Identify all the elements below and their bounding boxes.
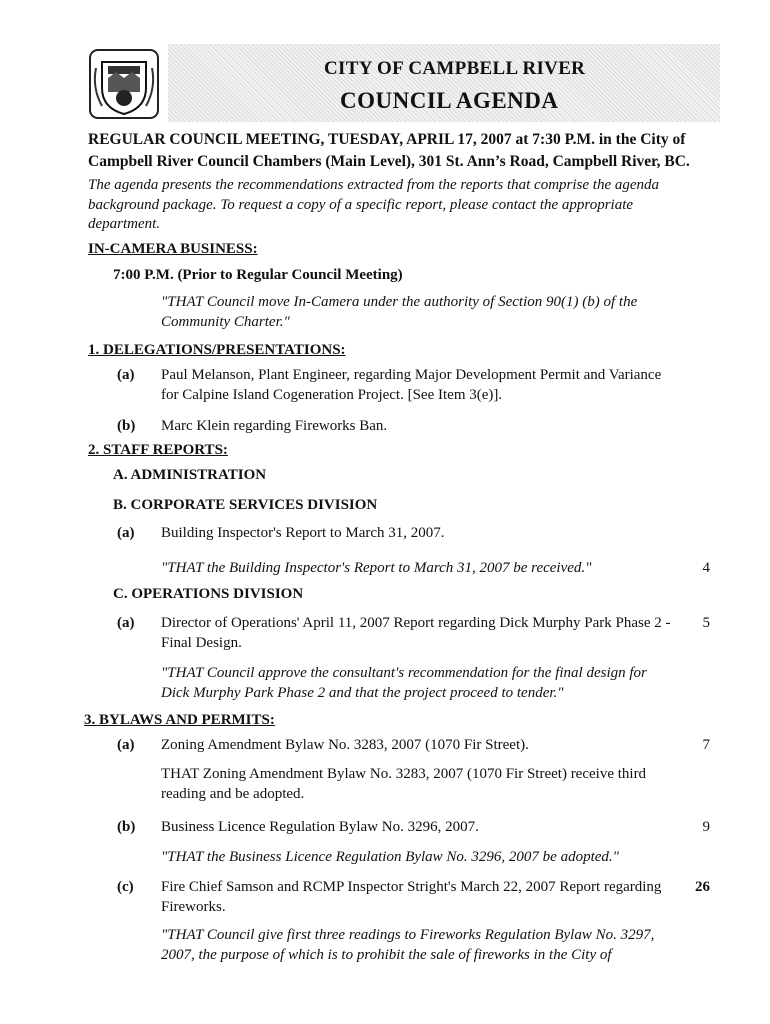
page-number: 5 [702,615,710,631]
item-text: Zoning Amendment Bylaw No. 3283, 2007 (1070 Fir Street). [161,737,529,753]
item-motion: reading and be adopted. [161,786,305,802]
agenda-banner [84,44,720,122]
item-motion: THAT Zoning Amendment Bylaw No. 3283, 2007 (1070 Fir Street) receive third [161,766,647,782]
item-label: (b) [117,819,136,835]
item-text: Business Licence Regulation Bylaw No. 3296, 2007. [161,819,479,835]
subsection-heading: B. CORPORATE SERVICES DIVISION [113,497,378,513]
page-number: 9 [702,819,710,835]
item-motion: Dick Murphy Park Phase 2 and that the project proceed to tender." [161,685,564,701]
item-motion: "THAT Council approve the consultant's recommendation for the final design for [161,665,647,681]
page-title: COUNCIL AGENDA [340,88,559,113]
item-text: for Calpine Island Cogeneration Project. [See Item 3(e)]. [161,387,503,403]
item-motion: "THAT the Building Inspector's Report to March 31, 2007 be received." [161,560,592,576]
subsection-heading: A. ADMINISTRATION [113,467,267,483]
section-2-heading: 2. STAFF REPORTS: [88,442,228,458]
item-label: (a) [117,525,135,541]
page-number: 7 [702,737,710,753]
section-1-heading: 1. DELEGATIONS/PRESENTATIONS: [88,342,346,358]
item-text: Fireworks. [161,899,226,915]
item-text: Building Inspector's Report to March 31, 2007. [161,525,445,541]
section-3-heading: 3. BYLAWS AND PERMITS: [84,712,275,728]
page-number: 26 [695,879,710,895]
item-motion: "THAT Council give first three readings to Fireworks Regulation Bylaw No. 3297, [161,927,655,943]
city-name: CITY OF CAMPBELL RIVER [324,58,586,79]
item-text: Paul Melanson, Plant Engineer, regarding Major Development Permit and Variance [161,367,662,383]
item-motion: "THAT the Business Licence Regulation Bylaw No. 3296, 2007 be adopted." [161,849,619,865]
in-camera-motion-1: "THAT Council move In-Camera under the authority of Section 90(1) (b) of the [161,294,638,310]
intro-note-3: department. [88,216,161,232]
subsection-heading: C. OPERATIONS DIVISION [113,586,304,602]
item-label: (b) [117,418,136,434]
in-camera-motion-2: Community Charter." [161,314,290,330]
meeting-line-2: Campbell River Council Chambers (Main Level), 301 St. Ann’s Road, Campbell River, BC. [88,153,690,170]
item-text: Director of Operations' April 11, 2007 Report regarding Dick Murphy Park Phase 2 - [161,615,671,631]
in-camera-time: 7:00 P.M. (Prior to Regular Council Meeting) [113,267,403,283]
item-label: (a) [117,367,135,383]
city-crest-icon [88,48,160,120]
item-label: (a) [117,737,135,753]
intro-note-2: background package. To request a copy of a specific report, please contact the appropriate [88,197,634,213]
item-text: Final Design. [161,635,242,651]
in-camera-heading: IN-CAMERA BUSINESS: [88,241,258,257]
item-label: (c) [117,879,134,895]
item-motion: 2007, the purpose of which is to prohibit the sale of fireworks in the City of [161,947,612,963]
item-text: Marc Klein regarding Fireworks Ban. [161,418,388,434]
page-number: 4 [702,560,710,576]
meeting-line-1: REGULAR COUNCIL MEETING, TUESDAY, APRIL 17, 2007 at 7:30 P.M. in the City of [88,131,686,148]
intro-note-1: The agenda presents the recommendations extracted from the reports that comprise the agenda [88,177,660,193]
item-text: Fire Chief Samson and RCMP Inspector Stright's March 22, 2007 Report regarding [161,879,662,895]
item-label: (a) [117,615,135,631]
